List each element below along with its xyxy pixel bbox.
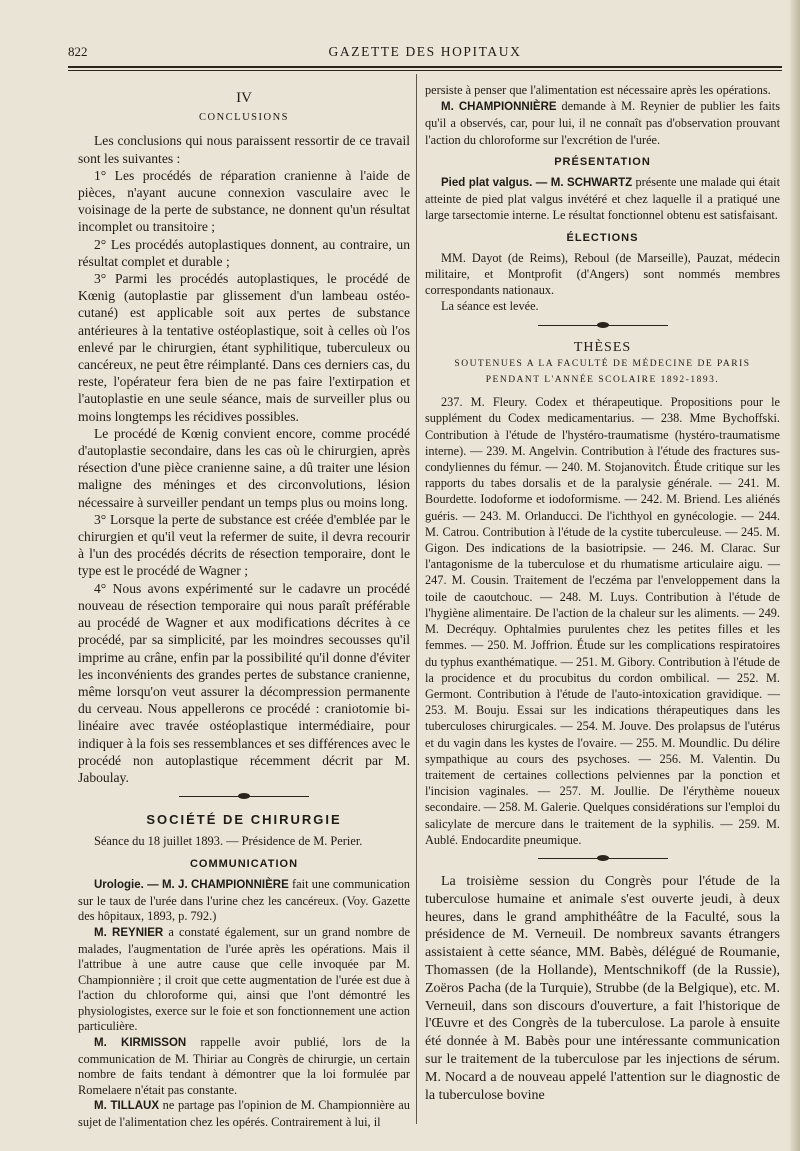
urologie-paragraph (78, 877, 410, 925)
conclusion-3: 3° Parmi les procédés autoplastiques, le procédé de Kœnig (autoplastie par glissement d'un lambeau ostéo-cutané) est applicable soit aux pertes de substance antérieures à la tentative ostéoplastique, soit à celles où l'os enlevé par le chirurgien, étant syphilitique, tuberculeux ou cancéreux, ne peut être réimplanté. Dans ces derniers cas, du reste, l'opérateur fera bien de ne pas faire l'extirpation et l'autoplastie en une seule séance, mais de surveiller plus ou moins longtemps les récidives possibles. (78, 271, 410, 424)
left-column (78, 82, 410, 1131)
journal-title: GAZETTE DES HOPITAUX (328, 44, 522, 59)
reynier-paragraph (78, 925, 410, 1035)
championniere-text: demande à M. Reynier de publier les faits qu'il a observés, car, pour lui, il ne connaît pas d'observation prouvant l'action du chloroforme sur l'excrétion de l'urée. (425, 99, 780, 147)
conclusion-2: 2° Les procédés autoplastiques donnent, au contraire, un résultat complet et durable ; (78, 236, 410, 269)
championniere-paragraph (425, 98, 780, 148)
theses-title: THÈSES (573, 339, 632, 355)
tillaux-text: ne partage pas l'opinion de M. Championnière au sujet de l'alimentation chez les opérés. Contrairement à lui, il (78, 1098, 410, 1130)
konig-paragraph: Le procédé de Kœnig convient encore, comme procédé d'autoplastie secondaire, dans les cas où le chirurgien, après résection d'une pièce cranienne saine, a dû traiter une lésion maligne des méninges et des circonvolutions, lésion nécessaire à surveiller pendant un temps plus ou moins long. (78, 425, 410, 510)
urologie-speaker: — M. J. CHAMPIONNIÈRE (147, 879, 289, 892)
elections-text: MM. Dayot (de Reims), Reboul (de Marseille), Pauzat, médecin militaire, et Montprofit (d'Angers) sont nommés membres correspondants nationaux. (425, 250, 780, 298)
congres-paragraph: La troisième session du Congrès pour l'étude de la tuberculose humaine et animale s'est ouverte jeudi, à deux heures, dans le grand amphithéâtre de la Faculté, sous la présidence de M. Verneuil. De nombreux savants étrangers assistaient à cette séance, MM. Babès, délégué de Roumanie, Thomassen (de la Hollande), Mentschnikoff (de la Russie), Zoëros Pacha (de la Turquie), Strubbe (de la Belgique), etc. M. Verneuil, dans son discours d'ouverture, a fait l'historique de l'Œuvre et des Congrès de la tuberculose. La parole à ensuite été donnée à M. Babès pour une intéressante communication sur le traitement de la tuberculose par les injections de sérum. M. Nocard a de nouveau appelé l'attention sur le diagnostic de la tuberculose bovine (425, 873, 780, 1103)
tillaux-speaker: M. TILLAUX (94, 1100, 160, 1113)
kirmisson-text: rappelle avoir publié, lors de la communication de M. Thiriar au Congrès de chirurgie, un certain nombre de faits tendant à démontrer que la loi formulée par Romelaere n'était pas constante. (78, 1035, 410, 1097)
society-title: SOCIÉTÉ DE CHIRURGIE (146, 812, 342, 828)
right-column (425, 82, 780, 1104)
conclusion-4: 4° Nous avons expérimenté sur le cadavre un procédé nouveau de résection temporaire qui nous paraît préférable au procédé de Wagner et aux modifications décrites à ce procédé, par sa simplicité, par les moindres secousses qu'il imprime au crâne, enfin par la possibilité qu'il donne d'éviter les inconvénients des grandes pertes de substance cranienne, même lorsqu'on veut assurer la décompression permanente du cerveau. Nous appellerons ce procédé : craniotomie bi-linéaire avec travée ostéoplastique intermédiaire, pour indiquer à la fois ses ressemblances et ses différences avec le procédé non autoplastique récemment décrit par M. Jaboulay. (78, 580, 410, 785)
reynier-speaker: M. REYNIER (94, 926, 164, 939)
conclusion-1: 1° Les procédés de réparation cranienne à l'aide de pièces, n'ayant aucune connexion vasculaire avec le voisinage de la perte de substance, ne donnent qu'un résultat incomplet ou transitoire ; (78, 167, 410, 235)
championniere-speaker: M. CHAMPIONNIÈRE (441, 101, 557, 114)
column-divider (416, 74, 417, 1124)
urologie-text: fait une communication sur le taux de l'urée dans l'urine chez les cancéreux. (Voy. Gazette des hôpitaux, 1893, p. 792.) (78, 877, 410, 924)
seance-levee: La séance est levée. (441, 299, 539, 314)
ornament-divider-3 (538, 858, 668, 859)
tillaux-paragraph (78, 1098, 410, 1130)
elections-heading: ÉLECTIONS (566, 231, 639, 244)
communication-heading: COMMUNICATION (189, 857, 299, 870)
page-header (68, 44, 782, 64)
conclusion-3b: 3° Lorsque la perte de substance est créée d'emblée par le chirurgien et qu'il veut la refermer de suite, il devra recourir à l'un des procédés décrits de résection temporaire, dont le type est le procédé de Wagner ; (78, 511, 410, 579)
pied-text: présente une malade qui était atteinte de pied plat valgus invétéré et chez laquelle il a pratiqué une large tarsectomie interne. Le résultat fonctionnel obtenu est satisfaisant. (425, 175, 780, 223)
section-roman-numeral: IV (236, 90, 252, 106)
pied-speaker: — M. SCHWARTZ (532, 177, 633, 190)
kirmisson-paragraph (78, 1035, 410, 1098)
ornament-divider (179, 796, 309, 797)
header-rule-thick (68, 66, 782, 68)
continued-text: persiste à penser que l'alimentation est nécessaire après les opérations. (425, 83, 771, 97)
urologie-label: Urologie. (94, 879, 144, 892)
header-rule-thin (68, 70, 782, 71)
pied-paragraph (425, 174, 780, 224)
section-title: CONCLUSIONS (198, 112, 289, 124)
conclusions-intro: Les conclusions qui nous paraissent ressortir de ce travail sont les suivantes : (78, 133, 410, 166)
theses-list: 237. M. Fleury. Codex et thérapeutique. Propositions pour le supplément du Codex medicamentarius. — 238. Mme Bychoffski. Contribution à l'étude de l'hystéro-traumatisme (hystéro-traumatisme interne). — 239. M. Angelvin. Contribution à l'étude des fractures sus-condyliennes du fémur. — 240. M. Stojanovitch. Étude critique sur les rapports du tabes dorsalis et de la paralysie générale. — 241. M. Bourdette. Iodoforme et iodoformisme. — 242. M. Briend. Les aliénés guéris. — 243. M. Orlanducci. De l'ichthyol en gynécologie. — 244. M. Catrou. Contribution à l'étude de la cystite tuberculeuse. — 245. M. Gigon. Des indications de la basiotripsie. — 246. M. Clarac. Sur l'antagonisme de la tuberculose et du rhumatisme articulaire aigu. — 247. M. Cousin. Traitement de l'eczéma par l'enveloppement dans la toile de caoutchouc. — 248. M. Luys. Contribution à l'étude de l'hygiène alimentaire. De l'action de la chaleur sur les aliments. — 249. M. Decréquy. Ophtalmies purulentes chez les petites filles et les femmes. — 250. M. Joffrion. Étude sur les complications respiratoires du typhus exanthématique. — 251. M. Gibory. Contribution à l'étude de la procidence et du procubitus du cordon ombilical. — 252. M. Germont. Contribution à l'étude de l'auto-intoxication gravidique. — 253. M. Bouju. Essai sur les indications thérapeutiques dans les tuberculoses chirurgicales. — 254. M. Jouve. Des prolapsus de l'utérus et du vagin dans les kystes de l'ovaire. — 255. M. Moundlic. Du délire sympathique au cours des psychoses. — 256. M. Valentin. Du traitement de certaines collections pelviennes par la ponction et l'incision vaginales. — 257. M. Joullie. De l'érythème noueux secondaire. — 258. M. Galerie. Quelques considérations sur l'emploi du salicylate de mercure dans le traitement de la syphilis. — 259. M. Aublé. Endocardite pneumique. (425, 395, 780, 847)
pied-label: Pied plat valgus. (441, 177, 533, 190)
page-spine (790, 0, 800, 1151)
page-number: 822 (68, 44, 88, 59)
kirmisson-speaker: M. KIRMISSON (94, 1037, 187, 1050)
reynier-text: a constaté également, sur un grand nombre de malades, l'augmentation de l'urée après les opérations. Mais il l'attribue à une autre cause que celle invoquée par M. Championnière ; il croit que cette augmentation de l'urée est due à l'action du chloroforme qui, ainsi que l'ont démontré les physiologistes, exerce sur le foie et son fonctionnement une action particulière. (78, 924, 410, 1034)
theses-subtitle-1: SOUTENUES A LA FACULTÉ DE MÉDECINE DE PARIS (454, 358, 751, 369)
seance-line: Séance du 18 juillet 1893. — Présidence de M. Perier. (94, 834, 363, 849)
theses-subtitle-2: PENDANT L'ANNÉE SCOLAIRE 1892-1893. (485, 375, 720, 386)
ornament-divider-2 (538, 325, 668, 326)
presentation-heading: PRÉSENTATION (554, 155, 651, 168)
